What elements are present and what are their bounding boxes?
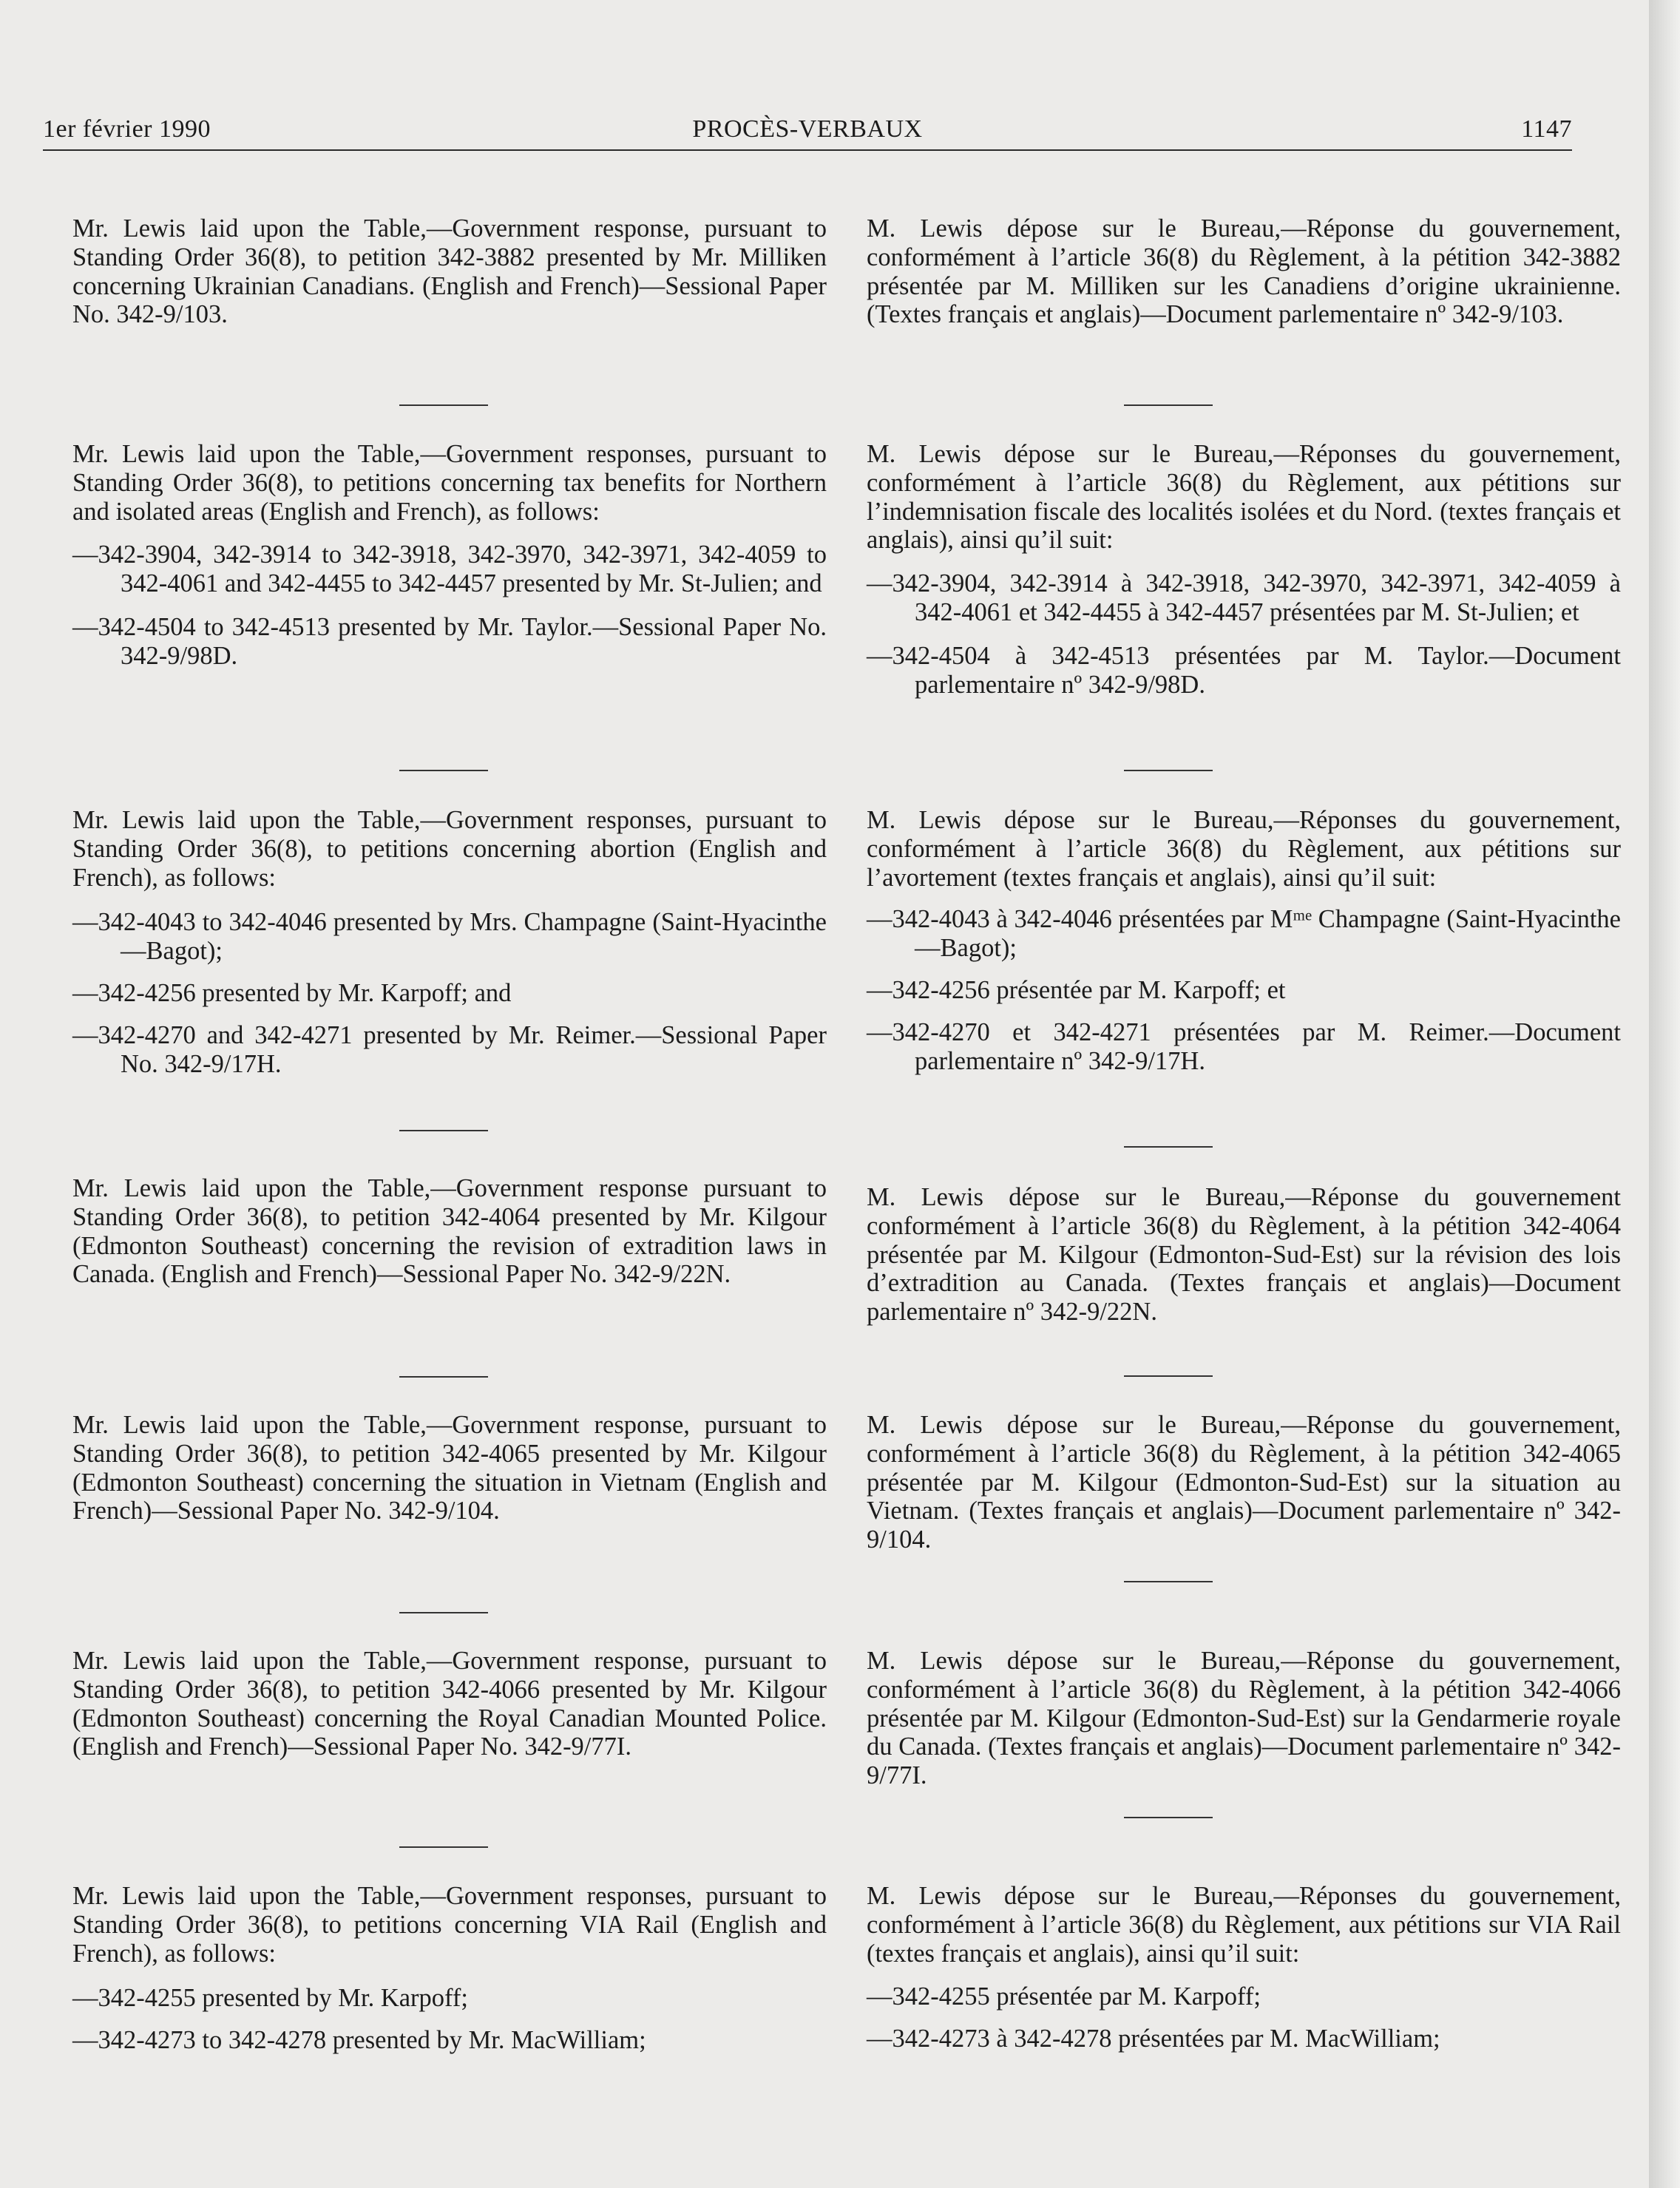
page-header: [43, 111, 1572, 151]
entry: [72, 1647, 827, 1761]
header-page-number: 1147: [1521, 115, 1572, 143]
entry-paragraph: M. Lewis dépose sur le Bureau,—Réponse du gouvernement, conformément à l’article 36(8) du Règlement, à la pétition 342-4066 présentée par M. Kilgour (Edmonton-Sud-Est) sur la Gendarmerie royale du Canada. (Textes français et anglais)—Document parlementaire nº 342-9/77I.: [867, 1647, 1621, 1790]
entry-paragraph: Mr. Lewis laid upon the Table,—Government responses, pursuant to Standing Order 36(8), to petitions concerning tax benefits for Northern and isolated areas (English and French), as follows:: [72, 440, 827, 526]
entry-item: —342-3904, 342-3914 to 342-3918, 342-3970, 342-3971, 342-4059 to 342-4061 and 342-4455 to 342-4457 presented by Mr. St-Julien; and: [72, 541, 827, 598]
entry: [72, 1882, 827, 2055]
section-divider: [399, 1130, 488, 1131]
entry-item: —342-4043 to 342-4046 presented by Mrs. Champagne (Saint-Hyacinthe—Bagot);: [72, 908, 827, 966]
entry-paragraph: Mr. Lewis laid upon the Table,—Government response, pursuant to Standing Order 36(8), to petition 342-3882 presented by Mr. Milliken concerning Ukrainian Canadians. (English and French)—Sessional Paper No. 342-9/103.: [72, 214, 827, 329]
entry-paragraph: M. Lewis dépose sur le Bureau,—Réponse du gouvernement, conformément à l’article 36(8) du Règlement, à la pétition 342-4065 présentée par M. Kilgour (Edmonton-Sud-Est) sur la situation au Vietnam. (Textes français et anglais)—Document parlementaire nº 342-9/104.: [867, 1411, 1621, 1554]
entry-paragraph: Mr. Lewis laid upon the Table,—Government responses, pursuant to Standing Order 36(8), to petitions concerning VIA Rail (English and French), as follows:: [72, 1882, 827, 1968]
entry-paragraph: Mr. Lewis laid upon the Table,—Government responses, pursuant to Standing Order 36(8), to petitions concerning abortion (English and French), as follows:: [72, 806, 827, 892]
entry-paragraph: Mr. Lewis laid upon the Table,—Government response, pursuant to Standing Order 36(8), to petition 342-4066 presented by Mr. Kilgour (Edmonton Southeast) concerning the Royal Canadian Mounted Police. (English and French)—Sessional Paper No. 342-9/77I.: [72, 1647, 827, 1761]
entry-paragraph: M. Lewis dépose sur le Bureau,—Réponse du gouvernement, conformément à l’article 36(8) du Règlement, à la pétition 342-3882 présentée par M. Milliken sur les Canadiens d’origine ukrainienne. (Textes français et anglais)—Document parlementaire nº 342-9/103.: [867, 214, 1621, 329]
entry-item: —342-4255 presented by Mr. Karpoff;: [72, 1984, 468, 2013]
header-title: PROCÈS-VERBAUX: [692, 115, 923, 143]
entry-item: —342-4273 à 342-4278 présentées par M. MacWilliam;: [867, 2025, 1440, 2053]
section-divider: [1124, 770, 1213, 771]
section-divider: [1124, 404, 1213, 406]
entry: [867, 1882, 1621, 2053]
entry-paragraph: M. Lewis dépose sur le Bureau,—Réponses du gouvernement, conformément à l’article 36(8) du Règlement, aux pétitions sur l’indemnisation fiscale des localités isolées et du Nord. (textes français et anglais), ainsi qu’il suit:: [867, 440, 1621, 555]
section-divider: [1124, 1146, 1213, 1148]
section-divider: [1124, 1375, 1213, 1377]
entry-paragraph: M. Lewis dépose sur le Bureau,—Réponse du gouvernement conformément à l’article 36(8) du Règlement, à la pétition 342-4064 présentée par M. Kilgour (Edmonton-Sud-Est) sur la révision des lois d’extradition au Canada. (Textes français et anglais)—Document parlementaire nº 342-9/22N.: [867, 1183, 1621, 1327]
entry-item: —342-4270 and 342-4271 presented by Mr. Reimer.—Sessional Paper No. 342-9/17H.: [72, 1020, 827, 1078]
header-date: 1er février 1990: [43, 115, 211, 143]
entry: [867, 440, 1621, 699]
section-divider: [399, 1376, 488, 1378]
entry-item: —342-4504 à 342-4513 présentées par M. Taylor.—Document parlementaire nº 342-9/98D.: [867, 641, 1621, 699]
entry-paragraph: M. Lewis dépose sur le Bureau,—Réponses du gouvernement, conformément à l’article 36(8) du Règlement, aux pétitions sur l’avortement (textes français et anglais), ainsi qu’il suit:: [867, 806, 1621, 892]
entry: [72, 214, 827, 329]
entry: [72, 1411, 827, 1525]
entry-item: —342-4043 à 342-4046 présentées par Mᵐᵉ Champagne (Saint-Hyacinthe—Bagot);: [867, 905, 1621, 963]
entry-paragraph: Mr. Lewis laid upon the Table,—Government response, pursuant to Standing Order 36(8), to petition 342-4065 presented by Mr. Kilgour (Edmonton Southeast) concerning the situation in Vietnam (English and French)—Sessional Paper No. 342-9/104.: [72, 1411, 827, 1525]
entry-item: —342-4504 to 342-4513 presented by Mr. Taylor.—Sessional Paper No. 342-9/98D.: [72, 612, 827, 670]
entry: [867, 806, 1621, 1075]
section-divider: [1124, 1817, 1213, 1818]
section-divider: [1124, 1581, 1213, 1582]
entry-item: —342-4256 présentée par M. Karpoff; et: [867, 975, 1286, 1004]
entry: [867, 214, 1621, 329]
entry: [72, 806, 827, 1078]
section-divider: [399, 770, 488, 771]
entry: [867, 1647, 1621, 1790]
entry-item: —342-4270 et 342-4271 présentées par M. Reimer.—Document parlementaire nº 342-9/17H.: [867, 1017, 1621, 1075]
entry: [867, 1183, 1621, 1327]
section-divider: [399, 404, 488, 406]
entry-paragraph: Mr. Lewis laid upon the Table,—Government response pursuant to Standing Order 36(8), to petition 342-4064 presented by Mr. Kilgour (Edmonton Southeast) concerning the revision of extradition laws in Canada. (English and French)—Sessional Paper No. 342-9/22N.: [72, 1174, 827, 1289]
section-divider: [399, 1612, 488, 1613]
entry-item: —342-4256 presented by Mr. Karpoff; and: [72, 978, 512, 1007]
page-edge: [1649, 0, 1680, 2188]
entry-item: —342-3904, 342-3914 à 342-3918, 342-3970, 342-3971, 342-4059 à 342-4061 et 342-4455 à 342-4457 présentées par M. St-Julien; et: [867, 569, 1621, 626]
section-divider: [399, 1846, 488, 1848]
entry: [72, 1174, 827, 1289]
entry: [72, 440, 827, 671]
entry: [867, 1411, 1621, 1554]
entry-paragraph: M. Lewis dépose sur le Bureau,—Réponses du gouvernement, conformément à l’article 36(8) du Règlement, aux pétitions sur VIA Rail (textes français et anglais), ainsi qu’il suit:: [867, 1882, 1621, 1968]
entry-item: —342-4255 présentée par M. Karpoff;: [867, 1982, 1261, 2011]
entry-item: —342-4273 to 342-4278 presented by Mr. MacWilliam;: [72, 2026, 646, 2055]
